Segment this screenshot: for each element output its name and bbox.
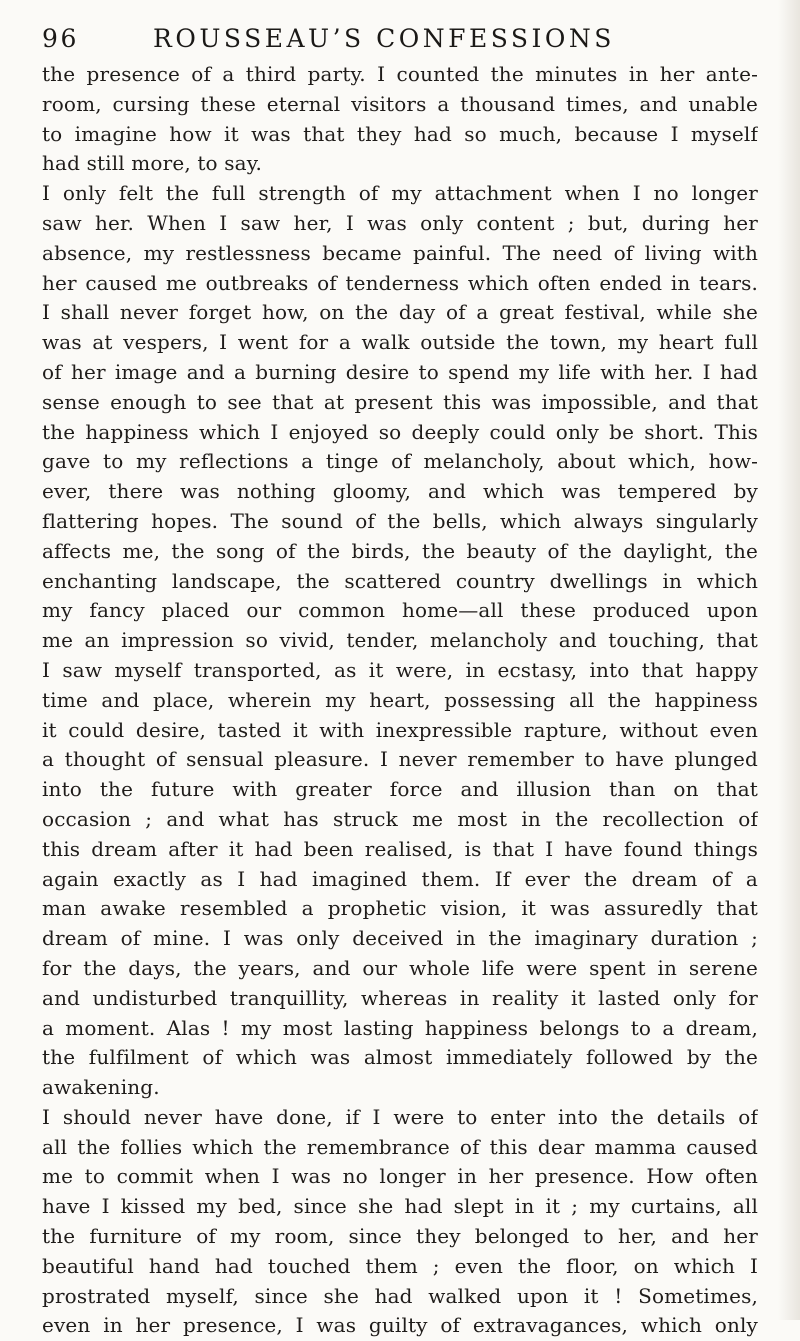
text-line: have I kissed my bed, since she had slept in it ; my curtains, all xyxy=(42,1194,758,1219)
page-number: 96 xyxy=(42,24,80,53)
page-edge-shadow xyxy=(778,0,800,1320)
text-line: and undisturbed tranquillity, whereas in reality it lasted only for xyxy=(42,985,758,1010)
text-line: had still more, to say. xyxy=(42,151,263,176)
text-line: even in her presence, I was guilty of extravagances, which only xyxy=(42,1313,758,1338)
book-title: ROUSSEAU’S CONFESSIONS xyxy=(153,24,615,53)
text-line: gave to my reflections a tinge of melancholy, about which, how- xyxy=(42,449,758,474)
text-line: I only felt the full strength of my attachment when I no longer xyxy=(42,181,758,206)
text-line: of her image and a burning desire to spend my life with her. I had xyxy=(42,359,758,384)
body-text xyxy=(42,60,758,1341)
text-line: the fulfilment of which was almost immediately followed by the xyxy=(42,1045,758,1070)
text-line: flattering hopes. The sound of the bells, which always singularly xyxy=(42,508,758,533)
text-line: again exactly as I had imagined them. If ever the dream of a xyxy=(42,866,758,891)
text-line: all the follies which the remembrance of this dear mamma caused xyxy=(42,1134,758,1159)
text-line: awakening. xyxy=(42,1075,160,1100)
text-line: a thought of sensual pleasure. I never remember to have plunged xyxy=(42,747,758,772)
text-line: into the future with greater force and illusion than on that xyxy=(42,777,758,802)
text-line: I shall never forget how, on the day of a great festival, while she xyxy=(42,300,758,325)
text-line: enchanting landscape, the scattered country dwellings in which xyxy=(42,568,758,593)
text-line: time and place, wherein my heart, possessing all the happiness xyxy=(42,687,758,712)
text-line: dream of mine. I was only deceived in the imaginary duration ; xyxy=(42,926,758,951)
text-line: was at vespers, I went for a walk outside the town, my heart full xyxy=(42,330,758,355)
text-line: for the days, the years, and our whole life were spent in serene xyxy=(42,955,758,980)
text-line: my fancy placed our common home—all these produced upon xyxy=(42,598,758,623)
text-line: man awake resembled a prophetic vision, it was assuredly that xyxy=(42,896,758,921)
text-line: ever, there was nothing gloomy, and which was tempered by xyxy=(42,479,758,504)
text-line: the happiness which I enjoyed so deeply could only be short. This xyxy=(42,419,758,444)
text-line: I should never have done, if I were to enter into the details of xyxy=(42,1104,758,1129)
text-line: sense enough to see that at present this was impossible, and that xyxy=(42,389,758,414)
book-page xyxy=(42,18,758,1338)
text-line: prostrated myself, since she had walked upon it ! Sometimes, xyxy=(42,1283,758,1308)
text-line: saw her. When I saw her, I was only content ; but, during her xyxy=(42,210,758,235)
text-line: the furniture of my room, since they belonged to her, and her xyxy=(42,1224,758,1249)
text-line: me to commit when I was no longer in her presence. How often xyxy=(42,1164,758,1189)
text-line: her caused me outbreaks of tenderness which often ended in tears. xyxy=(42,270,758,295)
text-line: occasion ; and what has struck me most in the recollection of xyxy=(42,806,758,831)
text-line: a moment. Alas ! my most lasting happiness belongs to a dream, xyxy=(42,1015,758,1040)
text-line: affects me, the song of the birds, the beauty of the daylight, the xyxy=(42,538,758,563)
text-line: beautiful hand had touched them ; even the floor, on which I xyxy=(42,1253,758,1278)
text-line: this dream after it had been realised, is that I have found things xyxy=(42,836,758,861)
text-line: it could desire, tasted it with inexpressible rapture, without even xyxy=(42,717,758,742)
text-line: I saw myself transported, as it were, in ecstasy, into that happy xyxy=(42,657,758,682)
text-line: me an impression so vivid, tender, melancholy and touching, that xyxy=(42,628,758,653)
text-line: the presence of a third party. I counted the minutes in her ante- xyxy=(42,62,758,86)
text-line: absence, my restlessness became painful. The need of living with xyxy=(42,240,758,265)
text-line: room, cursing these eternal visitors a thousand times, and unable xyxy=(42,91,758,116)
text-line: to imagine how it was that they had so much, because I myself xyxy=(42,121,758,146)
running-head xyxy=(42,18,758,60)
